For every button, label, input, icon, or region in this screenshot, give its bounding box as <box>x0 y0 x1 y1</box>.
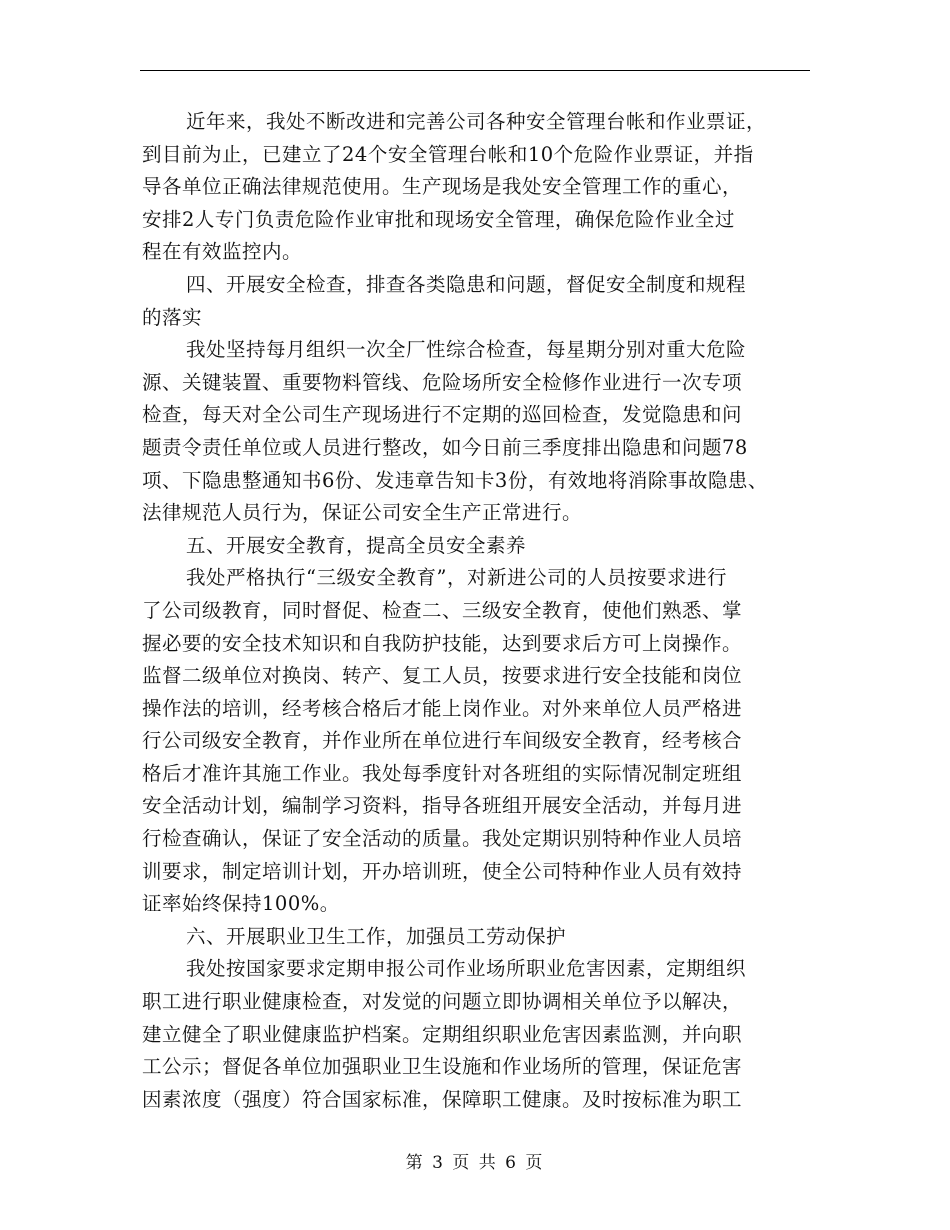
text-line: 我处坚持每月组织一次全厂性综合检查，每星期分别对重大危险 <box>186 338 747 362</box>
text-line: 导各单位正确法律规范使用。生产现场是我处安全管理工作的重心， <box>142 175 743 199</box>
text-line: 我处按国家要求定期申报公司作业场所职业危害因素，定期组织 <box>186 957 747 981</box>
text-line: 了公司级教育，同时督促、检查二、三级安全教育，使他们熟悉、掌 <box>142 598 743 622</box>
text-line: 握必要的安全技术知识和自我防护技能，达到要求后方可上岗操作。 <box>142 631 743 655</box>
document-body <box>142 106 832 1116</box>
text-line: 行公司级安全教育，并作业所在单位进行车间级安全教育，经考核合 <box>142 729 743 753</box>
text-line: 职工进行职业健康检查，对发觉的问题立即协调相关单位予以解决， <box>142 990 743 1014</box>
text-line: 题责令责任单位或人员进行整改，如今日前三季度排出隐患和问题78 <box>142 435 748 459</box>
text-line: 的落实 <box>142 305 203 329</box>
text-line: 安排2人专门负责危险作业审批和现场安全管理，确保危险作业全过 <box>142 207 735 231</box>
text-line: 工公示；督促各单位加强职业卫生设施和作业场所的管理，保证危害 <box>142 1055 743 1079</box>
text-line: 法律规范人员行为，保证公司安全生产正常进行。 <box>142 501 583 525</box>
text-line: 训要求，制定培训计划，开办培训班，使全公司特种作业人员有效持 <box>142 859 743 883</box>
text-line: 证率始终保持100%。 <box>142 892 340 916</box>
text-line: 程在有效监控内。 <box>142 240 303 264</box>
text-line: 项、下隐患整通知书6份、发违章告知卡3份，有效地将消除事故隐患、 <box>142 468 768 492</box>
text-line: 到目前为止，已建立了24个安全管理台帐和10个危险作业票证，并指 <box>142 142 754 166</box>
text-line: 建立健全了职业健康监护档案。定期组织职业危害因素监测，并向职 <box>142 1022 743 1046</box>
text-line: 因素浓度（强度）符合国家标准，保障职工健康。及时按标准为职工 <box>142 1087 743 1111</box>
header-rule <box>140 70 810 71</box>
text-line: 近年来，我处不断改进和完善公司各种安全管理台帐和作业票证， <box>186 110 767 133</box>
text-line: 检查，每天对全公司生产现场进行不定期的巡回检查，发觉隐患和问 <box>142 403 743 427</box>
text-line: 四、开展安全检查，排查各类隐患和问题，督促安全制度和规程 <box>186 272 747 296</box>
page-footer: 第 3 页 共 6 页 <box>405 1153 545 1173</box>
text-line: 操作法的培训，经考核合格后才能上岗作业。对外来单位人员严格进 <box>142 696 743 720</box>
text-line: 源、关键装置、重要物料管线、危险场所安全检修作业进行一次专项 <box>142 370 743 394</box>
text-line: 行检查确认，保证了安全活动的质量。我处定期识别特种作业人员培 <box>142 827 743 851</box>
text-line: 五、开展安全教育，提高全员安全素养 <box>186 533 527 557</box>
text-line: 六、开展职业卫生工作，加强员工劳动保护 <box>186 924 567 948</box>
text-line: 安全活动计划，编制学习资料，指导各班组开展安全活动，并每月进 <box>142 794 743 818</box>
text-line: 我处严格执行“三级安全教育”，对新进公司的人员按要求进行 <box>186 566 727 590</box>
text-line: 格后才准许其施工作业。我处每季度针对各班组的实际情况制定班组 <box>142 761 743 785</box>
text-line: 监督二级单位对换岗、转产、复工人员，按要求进行安全技能和岗位 <box>142 664 743 688</box>
